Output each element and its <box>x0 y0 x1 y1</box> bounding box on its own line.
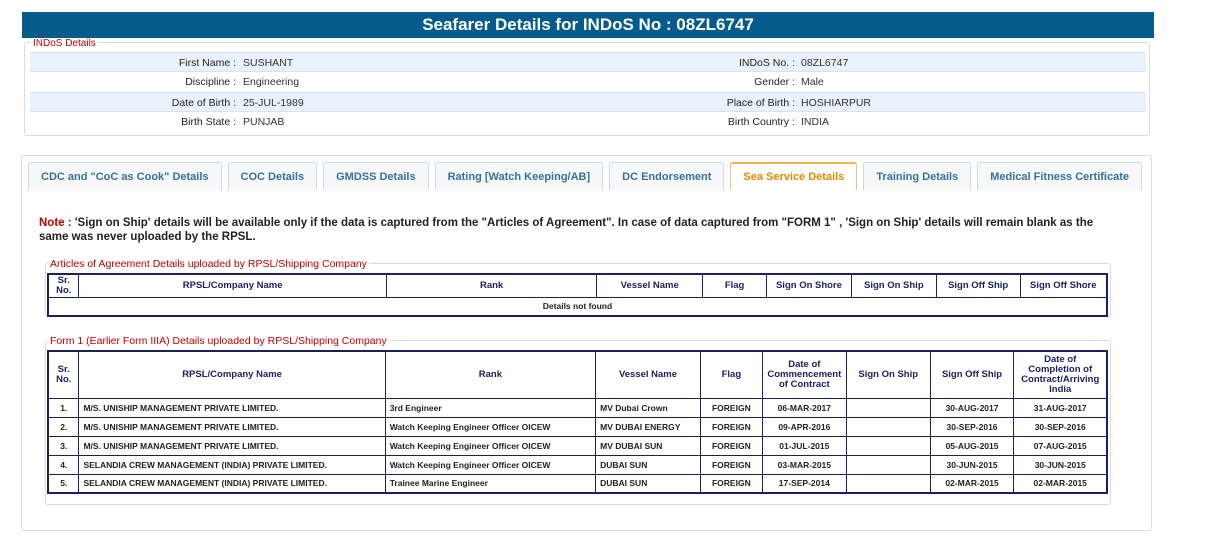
sign-on-ship-cell <box>846 417 930 436</box>
table-row <box>48 417 1107 436</box>
completion-cell: 31-AUG-2017 <box>1014 398 1107 417</box>
first-name-label: First Name : <box>178 57 236 69</box>
flag-cell: FOREIGN <box>700 436 762 455</box>
commencement-cell: 06-MAR-2017 <box>762 398 846 417</box>
note-text: 'Sign on Ship' details will be available only if the data is captured from the "Articles of Agreement". In case of data captured from "FORM 1" , 'Sign on Ship' details will remain blank as the same was never uploaded by the RPSL. <box>39 217 1094 243</box>
form1-table <box>47 350 1108 494</box>
first-name-value: SUSHANT <box>243 57 294 69</box>
gender-label: Gender : <box>754 76 795 88</box>
sr-no-cell: 2. <box>48 417 79 436</box>
indos-details-panel <box>24 38 1150 136</box>
birth-state-value: PUNJAB <box>243 116 285 128</box>
tab-coc-details[interactable]: COC Details <box>228 162 318 190</box>
company-cell: M/S. UNISHIP MANAGEMENT PRIVATE LIMITED. <box>79 436 385 455</box>
completion-cell: 30-JUN-2015 <box>1014 455 1107 474</box>
sr-no-cell: 5. <box>48 474 79 493</box>
commencement-cell: 01-JUL-2015 <box>762 436 846 455</box>
rank-cell: 3rd Engineer <box>385 398 595 417</box>
commencement-cell: 03-MAR-2015 <box>762 455 846 474</box>
vessel-cell: DUBAI SUN <box>596 455 701 474</box>
table-row <box>48 297 1107 316</box>
tab-sea-service-details[interactable]: Sea Service Details <box>730 162 857 190</box>
table-row <box>48 474 1107 493</box>
col-header: Sign On Ship <box>846 351 930 398</box>
sign-on-ship-cell <box>846 436 930 455</box>
flag-cell: FOREIGN <box>700 474 762 493</box>
tab-training-details[interactable]: Training Details <box>863 162 971 190</box>
indos-row <box>30 92 1146 112</box>
sr-no-cell: 1. <box>48 398 79 417</box>
form1-section <box>45 335 1111 505</box>
company-cell: M/S. UNISHIP MANAGEMENT PRIVATE LIMITED. <box>79 398 385 417</box>
sign-on-ship-cell <box>846 455 930 474</box>
col-header: Sr. No. <box>48 351 79 398</box>
vessel-cell: MV DUBAI ENERGY <box>596 417 701 436</box>
dob-label: Date of Birth : <box>171 97 236 109</box>
indos-no-value: 08ZL6747 <box>801 57 849 69</box>
dob-value: 25-JUL-1989 <box>243 97 304 109</box>
note-label: Note : <box>39 217 72 229</box>
tab-bar <box>28 162 1142 190</box>
sign-off-ship-cell: 02-MAR-2015 <box>930 474 1014 493</box>
sign-on-ship-cell <box>846 474 930 493</box>
col-header: Sign On Shore <box>767 274 852 297</box>
col-header: Sr. No. <box>48 274 79 297</box>
indos-details-legend: INDoS Details <box>33 38 96 49</box>
completion-cell: 02-MAR-2015 <box>1014 474 1107 493</box>
sign-on-ship-cell <box>846 398 930 417</box>
birth-state-label: Birth State : <box>181 116 236 128</box>
table-row <box>48 398 1107 417</box>
tab-gmdss-details[interactable]: GMDSS Details <box>323 162 428 190</box>
col-header: Sign Off Ship <box>930 351 1014 398</box>
col-header: Rank <box>385 351 595 398</box>
form1-section-legend: Form 1 (Earlier Form IIIA) Details uploaded by RPSL/Shipping Company <box>50 335 387 347</box>
flag-cell: FOREIGN <box>700 417 762 436</box>
articles-table <box>47 273 1108 317</box>
place-of-birth-label: Place of Birth : <box>726 97 795 109</box>
discipline-label: Discipline : <box>185 76 236 88</box>
col-header: Date of Commencement of Contract <box>762 351 846 398</box>
vessel-cell: MV DUBAI SUN <box>596 436 701 455</box>
articles-of-agreement-section <box>45 258 1111 317</box>
rank-cell: Trainee Marine Engineer <box>385 474 595 493</box>
completion-cell: 30-SEP-2016 <box>1014 417 1107 436</box>
table-row <box>48 455 1107 474</box>
col-header: Sign Off Shore <box>1020 274 1107 297</box>
details-not-found-message: Details not found <box>48 297 1107 316</box>
col-header: RPSL/Company Name <box>79 274 386 297</box>
col-header: Flag <box>703 274 767 297</box>
tab-medical-fitness-certificate[interactable]: Medical Fitness Certificate <box>977 162 1142 190</box>
col-header: Sign Off Ship <box>936 274 1020 297</box>
rank-cell: Watch Keeping Engineer Officer OICEW <box>385 436 595 455</box>
tab-cdc-coc-cook[interactable]: CDC and "CoC as Cook" Details <box>28 162 222 190</box>
flag-cell: FOREIGN <box>700 398 762 417</box>
articles-section-legend: Articles of Agreement Details uploaded by RPSL/Shipping Company <box>50 258 367 270</box>
indos-row <box>30 72 1146 92</box>
table-header-row <box>48 351 1107 398</box>
table-row <box>48 436 1107 455</box>
sign-off-ship-cell: 30-AUG-2017 <box>930 398 1014 417</box>
gender-value: Male <box>801 76 824 88</box>
place-of-birth-value: HOSHIARPUR <box>801 97 872 109</box>
company-cell: SELANDIA CREW MANAGEMENT (INDIA) PRIVATE LIMITED. <box>79 474 385 493</box>
tab-dc-endorsement[interactable]: DC Endorsement <box>609 162 724 190</box>
col-header: Sign On Ship <box>851 274 936 297</box>
completion-cell: 07-AUG-2015 <box>1014 436 1107 455</box>
commencement-cell: 09-APR-2016 <box>762 417 846 436</box>
table-header-row <box>48 274 1107 297</box>
birth-country-value: INDIA <box>801 116 830 128</box>
flag-cell: FOREIGN <box>700 455 762 474</box>
company-cell: SELANDIA CREW MANAGEMENT (INDIA) PRIVATE LIMITED. <box>79 455 385 474</box>
sign-off-ship-cell: 30-SEP-2016 <box>930 417 1014 436</box>
tab-rating-watch-keeping[interactable]: Rating [Watch Keeping/AB] <box>435 162 604 190</box>
col-header: Vessel Name <box>596 351 701 398</box>
indos-row <box>30 52 1146 72</box>
vessel-cell: DUBAI SUN <box>596 474 701 493</box>
col-header: Date of Completion of Contract/Arriving India <box>1014 351 1107 398</box>
indos-no-label: INDoS No. : <box>738 57 795 69</box>
rank-cell: Watch Keeping Engineer Officer OICEW <box>385 455 595 474</box>
col-header: RPSL/Company Name <box>79 351 385 398</box>
col-header: Rank <box>386 274 597 297</box>
vessel-cell: MV Dubai Crown <box>596 398 701 417</box>
company-cell: M/S. UNISHIP MANAGEMENT PRIVATE LIMITED. <box>79 417 385 436</box>
sign-off-ship-cell: 30-JUN-2015 <box>930 455 1014 474</box>
commencement-cell: 17-SEP-2014 <box>762 474 846 493</box>
sr-no-cell: 4. <box>48 455 79 474</box>
details-tab-panel <box>21 155 1152 531</box>
sr-no-cell: 3. <box>48 436 79 455</box>
col-header: Vessel Name <box>597 274 703 297</box>
birth-country-label: Birth Country : <box>727 116 795 128</box>
page-title: Seafarer Details for INDoS No : 08ZL6747 <box>22 12 1154 38</box>
sign-on-ship-note <box>39 216 1119 244</box>
discipline-value: Engineering <box>243 76 300 88</box>
rank-cell: Watch Keeping Engineer Officer OICEW <box>385 417 595 436</box>
sign-off-ship-cell: 05-AUG-2015 <box>930 436 1014 455</box>
col-header: Flag <box>700 351 762 398</box>
indos-row <box>30 112 1146 132</box>
